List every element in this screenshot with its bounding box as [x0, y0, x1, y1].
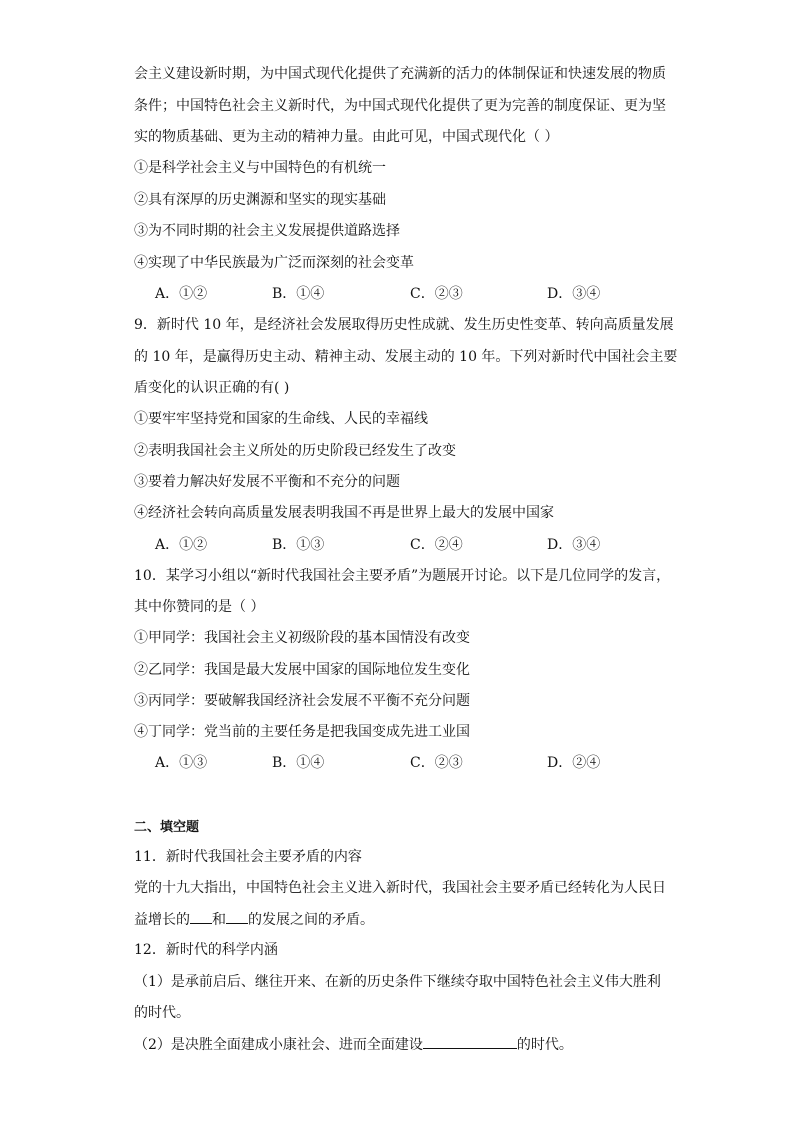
- q10-option-b: B．①④: [272, 755, 325, 771]
- q10-statement-2: ②乙同学：我国是最大发展中国家的国际地位发生变化: [134, 662, 470, 678]
- q8-statement-4: ④实现了中华民族最为广泛而深刻的社会变革: [134, 255, 414, 271]
- q9-statement-4: ④经济社会转向高质量发展表明我国不再是世界上最大的发展中国家: [134, 505, 554, 521]
- q8-option-c: C．②③: [410, 286, 463, 302]
- q8-option-b: B．①④: [272, 286, 325, 302]
- q12-item-2: [134, 1034, 573, 1055]
- q9-statement-2: ②表明我国社会主义所处的历史阶段已经发生了改变: [134, 443, 456, 459]
- q11-line-2: [134, 909, 374, 930]
- q9-stem-line-2: 的 10 年，是赢得历史主动、精神主动、发展主动的 10 年。下列对新时代中国社会主要: [134, 349, 678, 365]
- q9-statement-1: ①要牢牢坚持党和国家的生命线、人民的幸福线: [134, 411, 428, 427]
- q12-blank-1[interactable]: [423, 1034, 517, 1049]
- q8-statement-1: ①是科学社会主义与中国特色的有机统一: [134, 160, 386, 176]
- q9-option-d: D．③④: [547, 537, 601, 553]
- q8-option-d: D．③④: [547, 286, 601, 302]
- q10-statement-4: ④丁同学：党当前的主要任务是把我国变成先进工业国: [134, 724, 470, 740]
- q8-statement-3: ③为不同时期的社会主义发展提供道路选择: [134, 223, 400, 239]
- q12-item-2-part-b: 的时代。: [516, 1037, 573, 1053]
- q10-statement-3: ③丙同学：要破解我国经济社会发展不平衡不充分问题: [134, 693, 470, 709]
- q10-statement-1: ①甲同学：我国社会主义初级阶段的基本国情没有改变: [134, 630, 470, 646]
- q11-blank-1[interactable]: [190, 909, 212, 924]
- q10-options: [155, 753, 655, 773]
- q9-statement-3: ③要着力解决好发展不平衡和不充分的问题: [134, 474, 400, 490]
- q8-stem-line-3: 实的物质基础、更为主动的精神力量。由此可见，中国式现代化（ ）: [134, 129, 559, 145]
- q10-stem-line-2: 其中你赞同的是（ ）: [134, 599, 265, 615]
- q9-stem-line-3: 盾变化的认识正确的有( ): [134, 380, 290, 396]
- q8-statement-2: ②具有深厚的历史渊源和坚实的现实基础: [134, 192, 386, 208]
- q10-option-c: C．②③: [410, 755, 463, 771]
- q9-stem-line-1: 9．新时代 10 年，是经济社会发展取得历史性成就、发生历史性变革、转向高质量发展: [134, 317, 674, 333]
- q9-option-c: C．②④: [410, 537, 463, 553]
- q8-options: [155, 284, 655, 304]
- q12-item-1-line-2: 的时代。: [134, 1005, 190, 1021]
- q11-line-1: 党的十九大指出，中国特色社会主义进入新时代，我国社会主要矛盾已经转化为人民日: [134, 880, 666, 896]
- q8-stem-line-1: 会主义建设新时期，为中国式现代化提供了充满新的活力的体制保证和快速发展的物质: [134, 66, 666, 82]
- q12-title: 12．新时代的科学内涵: [134, 942, 278, 958]
- q11-line-2-part-a: 益增长的: [134, 912, 190, 928]
- q12-item-2-part-a: （2）是决胜全面建成小康社会、进而全面建设: [134, 1037, 423, 1053]
- q9-option-a: A．①②: [155, 537, 208, 553]
- q11-line-2-part-c: 的发展之间的矛盾。: [248, 912, 374, 928]
- q11-title: 11．新时代我国社会主要矛盾的内容: [134, 849, 362, 865]
- q10-option-d: D．②④: [547, 755, 601, 771]
- q12-item-1-line-1: （1）是承前启后、继往开来、在新的历史条件下继续夺取中国特色社会主义伟大胜利: [134, 974, 661, 990]
- q9-options: [155, 535, 655, 555]
- q8-option-a: A．①②: [155, 286, 208, 302]
- q10-option-a: A．①③: [155, 755, 208, 771]
- q11-line-2-part-b: 和: [212, 912, 226, 928]
- q11-blank-2[interactable]: [226, 909, 248, 924]
- q10-stem-line-1: 10．某学习小组以“新时代我国社会主要矛盾”为题展开讨论。以下是几位同学的发言，: [134, 568, 671, 584]
- q8-stem-line-2: 条件；中国特色社会主义新时代，为中国式现代化提供了更为完善的制度保证、更为坚: [134, 98, 666, 114]
- section-title-fill-in: 二、填空题: [134, 820, 200, 835]
- q9-option-b: B．①③: [272, 537, 325, 553]
